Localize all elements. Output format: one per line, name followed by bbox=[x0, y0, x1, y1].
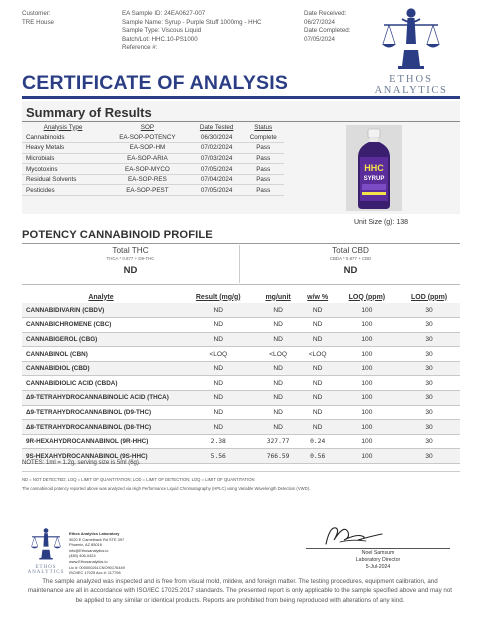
analyte-name: CANNABINOL (CBN) bbox=[22, 347, 180, 362]
mg-unit: ND bbox=[256, 391, 299, 406]
table-row bbox=[22, 185, 284, 196]
lab-address-line1: 3020 E Camelback Rd STE 397 bbox=[69, 536, 125, 542]
analysis-type: Mycotoxins bbox=[22, 164, 104, 175]
col-loq: LOQ (ppm) bbox=[348, 293, 386, 301]
logo-brand-subtext: ANALYTICS bbox=[374, 85, 448, 96]
sample-type: Sample Type: Viscous Liquid bbox=[122, 27, 202, 35]
loq: 100 bbox=[336, 318, 399, 333]
col-result: Result (mg/g) bbox=[195, 293, 241, 301]
table-row bbox=[22, 376, 460, 391]
footer-brand-line2: ANALYTICS bbox=[27, 570, 65, 575]
lod: 30 bbox=[398, 391, 460, 406]
director-signature bbox=[322, 522, 386, 548]
ww-percent: <LOQ bbox=[300, 347, 336, 362]
table-row bbox=[22, 143, 284, 154]
analyte-name: Δ8-TETRAHYDROCANNABINOL (D8-THC) bbox=[22, 420, 180, 435]
sample-info-block bbox=[122, 10, 262, 53]
date-completed-label: Date Completed: bbox=[304, 27, 351, 35]
table-row bbox=[22, 164, 284, 175]
total-cbd-formula: CBDA * 0.877 + CBD bbox=[329, 256, 372, 261]
col-mg-unit: mg/unit bbox=[265, 293, 291, 301]
mg-unit: 327.77 bbox=[256, 434, 299, 449]
date-tested: 07/04/2024 bbox=[191, 174, 243, 185]
product-image bbox=[346, 125, 402, 211]
signer-block bbox=[306, 550, 450, 571]
loq: 100 bbox=[336, 420, 399, 435]
status: Pass bbox=[242, 185, 284, 196]
analysis-type: Residual Solvents bbox=[22, 174, 104, 185]
batch-lot: Batch/Lot: HHC.10-PS1000 bbox=[122, 35, 198, 43]
loq: 100 bbox=[336, 376, 399, 391]
reference-number: Reference #: bbox=[122, 44, 158, 52]
lod: 30 bbox=[398, 318, 460, 333]
sample-name: Sample Name: Syrup - Purple Stuff 1000mg - HHC bbox=[122, 18, 262, 26]
analyte-name: CANNABIGEROL (CBG) bbox=[22, 332, 180, 347]
scales-of-justice-icon bbox=[30, 526, 62, 560]
table-row bbox=[22, 303, 460, 318]
total-thc-value: ND bbox=[123, 265, 138, 276]
title-divider bbox=[22, 96, 460, 99]
mg-unit: ND bbox=[256, 420, 299, 435]
result: ND bbox=[180, 332, 256, 347]
lod: 30 bbox=[398, 361, 460, 376]
mg-unit: ND bbox=[256, 318, 299, 333]
ww-percent: ND bbox=[300, 376, 336, 391]
dates-block bbox=[304, 10, 350, 44]
col-lod: LOD (ppm) bbox=[410, 293, 448, 301]
lab-website[interactable]: www.Ethosanalytics.io bbox=[69, 558, 108, 564]
sop: EA-SOP-MYCO bbox=[104, 164, 191, 175]
loq: 100 bbox=[336, 391, 399, 406]
product-label-subtext: SYRUP bbox=[363, 176, 385, 182]
loq: 100 bbox=[336, 449, 399, 464]
date-tested: 07/02/2024 bbox=[191, 143, 243, 154]
mg-unit: ND bbox=[256, 405, 299, 420]
table-row bbox=[22, 434, 460, 449]
col-status: Status bbox=[254, 123, 273, 131]
analyte-name: Δ9-TETRAHYDROCANNABINOLIC ACID (THCA) bbox=[22, 391, 180, 406]
total-cbd-value: ND bbox=[343, 265, 358, 276]
mg-unit: ND bbox=[256, 332, 299, 347]
lod: 30 bbox=[398, 332, 460, 347]
col-sop: SOP bbox=[140, 123, 155, 131]
unit-size: Unit Size (g): 138 bbox=[354, 219, 409, 226]
lod: 30 bbox=[398, 376, 460, 391]
mg-unit: ND bbox=[256, 376, 299, 391]
potency-divider bbox=[22, 243, 460, 244]
analyte-header-row bbox=[22, 291, 460, 303]
method-statement: The cannabinoid potency reported above was analyzed via High Performance Liquid Chromatography (HPLC) using Variable Wavelength Detection (VWD). bbox=[22, 486, 311, 491]
status: Pass bbox=[242, 143, 284, 154]
analysis-type: Heavy Metals bbox=[22, 143, 104, 154]
ww-percent: ND bbox=[300, 318, 336, 333]
total-thc-formula: THCA * 0.877 + D9-THC bbox=[106, 256, 155, 261]
mg-unit: ND bbox=[256, 361, 299, 376]
date-tested: 07/05/2024 bbox=[191, 164, 243, 175]
sop: EA-SOP-HM bbox=[104, 143, 191, 154]
col-analyte: Analyte bbox=[88, 293, 114, 301]
status: Pass bbox=[242, 174, 284, 185]
table-row bbox=[22, 174, 284, 185]
total-cbd-label: Total CBD bbox=[332, 246, 369, 255]
sop: EA-SOP-PEST bbox=[104, 185, 191, 196]
product-label-text: HHC bbox=[364, 163, 384, 173]
analyte-name: Δ9-TETRAHYDROCANNABINOL (D9-THC) bbox=[22, 405, 180, 420]
ww-percent: ND bbox=[300, 391, 336, 406]
page-title: CERTIFICATE OF ANALYSIS bbox=[22, 72, 289, 94]
date-tested: 07/05/2024 bbox=[191, 185, 243, 196]
summary-header-row bbox=[22, 122, 284, 132]
signature-line bbox=[306, 548, 450, 549]
ww-percent: 0.24 bbox=[300, 434, 336, 449]
status: Pass bbox=[242, 164, 284, 175]
lod: 30 bbox=[398, 449, 460, 464]
footer-logo bbox=[26, 526, 66, 575]
customer-name: TRE House bbox=[22, 18, 54, 26]
abbreviation-legend: ND = NOT DETECTED; LOQ = LIMIT OF QUANTITATION; LOD = LIMIT OF DETECTION; LOQ = LIMIT OF QUANTITATION bbox=[22, 477, 255, 482]
analyte-name: 9R-HEXAHYDROCANNABINOL (9R-HHC) bbox=[22, 434, 180, 449]
date-tested: 07/03/2024 bbox=[191, 153, 243, 164]
analyte-table bbox=[22, 291, 460, 464]
ww-percent: ND bbox=[300, 303, 336, 318]
date-received-label: Date Received: bbox=[304, 10, 347, 17]
lab-contact-block bbox=[69, 531, 125, 576]
lab-name: Ethos Analytics Laboratory bbox=[69, 531, 120, 536]
result: ND bbox=[180, 405, 256, 420]
logo-brand-text: ETHOS bbox=[389, 74, 433, 85]
ethos-logo bbox=[368, 4, 454, 100]
analysis-type: Microbials bbox=[22, 153, 104, 164]
status: Complete bbox=[242, 132, 284, 143]
loq: 100 bbox=[336, 434, 399, 449]
totals-divider bbox=[22, 284, 460, 285]
col-date-tested: Date Tested bbox=[199, 123, 234, 131]
analysis-type: Pesticides bbox=[22, 185, 104, 196]
total-cbd-panel bbox=[241, 245, 460, 283]
lod: 30 bbox=[398, 420, 460, 435]
ww-percent: ND bbox=[300, 420, 336, 435]
analysis-type: Cannabinoids bbox=[22, 132, 104, 143]
lod: 30 bbox=[398, 347, 460, 362]
mg-unit: ND bbox=[256, 303, 299, 318]
total-thc-label: Total THC bbox=[112, 246, 149, 255]
sample-id: EA Sample ID: 24EA0627-007 bbox=[122, 10, 206, 17]
ww-percent: ND bbox=[300, 361, 336, 376]
analyte-name: CANNABIDIOL (CBD) bbox=[22, 361, 180, 376]
lab-email[interactable]: info@Ethosanalytics.io bbox=[69, 547, 109, 553]
mg-unit: 766.59 bbox=[256, 449, 299, 464]
footer-brand-line1: ETHOS bbox=[35, 565, 57, 570]
sop: EA-SOP-ARIA bbox=[104, 153, 191, 164]
loq: 100 bbox=[336, 347, 399, 362]
footer-brand-text bbox=[26, 565, 66, 575]
lab-license: Lic #: 00000026LCNO90176449 bbox=[69, 564, 125, 570]
table-row bbox=[22, 361, 460, 376]
ww-percent: 0.56 bbox=[300, 449, 336, 464]
date-received: 06/27/2024 bbox=[304, 18, 335, 26]
result: ND bbox=[180, 391, 256, 406]
result: ND bbox=[180, 361, 256, 376]
table-row bbox=[22, 132, 284, 143]
result: ND bbox=[180, 420, 256, 435]
result: ND bbox=[180, 318, 256, 333]
signer-date: 5-Jul-2024 bbox=[365, 564, 391, 570]
total-thc-panel bbox=[22, 245, 240, 283]
table-row bbox=[22, 405, 460, 420]
customer-block bbox=[22, 10, 54, 27]
col-analysis-type: Analysis Type bbox=[43, 123, 83, 131]
analyte-name: CANNABIDIOLIC ACID (CBDA) bbox=[22, 376, 180, 391]
loq: 100 bbox=[336, 332, 399, 347]
customer-label: Customer: bbox=[22, 10, 51, 17]
lod: 30 bbox=[398, 405, 460, 420]
table-row bbox=[22, 153, 284, 164]
lod: 30 bbox=[398, 303, 460, 318]
table-row bbox=[22, 420, 460, 435]
disclaimer: The sample analyzed was inspected and is free from visual mold, mildew, and foreign matter. The testing procedures, equipment calibration, and maintenance are all in accordance with ISO/IEC 17025:2017 standards. The presented report is only applicable to the sample specified above and may not be applied to any similar or identical products. Reports are prohibited from being reproduced with alterations of any kind. bbox=[28, 578, 452, 604]
table-row bbox=[22, 391, 460, 406]
table-row bbox=[22, 332, 460, 347]
scales-of-justice-icon bbox=[380, 4, 442, 70]
lab-phone: (480) 406-0424 bbox=[69, 553, 96, 559]
col-ww-percent: w/w % bbox=[307, 293, 329, 301]
summary-title: Summary of Results bbox=[26, 105, 152, 120]
potency-section-title: POTENCY CANNABINOID PROFILE bbox=[22, 229, 213, 241]
ww-percent: ND bbox=[300, 332, 336, 347]
mg-unit: <LOQ bbox=[256, 347, 299, 362]
date-tested: 06/30/2024 bbox=[191, 132, 243, 143]
table-row bbox=[22, 318, 460, 333]
result: 2.38 bbox=[180, 434, 256, 449]
result: ND bbox=[180, 376, 256, 391]
summary-table bbox=[22, 122, 284, 196]
analyte-name: CANNABIDIVARIN (CBDV) bbox=[22, 303, 180, 318]
notes-divider bbox=[22, 471, 460, 472]
result: 5.56 bbox=[180, 449, 256, 464]
signer-name: Noel Samsum bbox=[361, 550, 395, 556]
result: <LOQ bbox=[180, 347, 256, 362]
status: Pass bbox=[242, 153, 284, 164]
loq: 100 bbox=[336, 361, 399, 376]
analyte-name: CANNABICHROMENE (CBC) bbox=[22, 318, 180, 333]
date-completed: 07/05/2024 bbox=[304, 35, 335, 43]
notes: NOTES: 1ml = 1.2g, serving size is 5ml (6g). bbox=[22, 460, 141, 466]
loq: 100 bbox=[336, 405, 399, 420]
signer-title: Laboratory Director bbox=[355, 557, 401, 563]
loq: 100 bbox=[336, 303, 399, 318]
table-row bbox=[22, 347, 460, 362]
ww-percent: ND bbox=[300, 405, 336, 420]
sop: EA-SOP-POTENCY bbox=[104, 132, 191, 143]
lod: 30 bbox=[398, 434, 460, 449]
analyte-name: 9S-HEXAHYDROCANNABINOL (9S-HHC) bbox=[22, 449, 180, 464]
result: ND bbox=[180, 303, 256, 318]
lab-iso-accreditation: ISO/IEC 17025 Acc #: 117796 bbox=[69, 570, 121, 576]
lab-address-line2: Phoenix, AZ 85016 bbox=[69, 542, 102, 548]
sop: EA-SOP-RES bbox=[104, 174, 191, 185]
